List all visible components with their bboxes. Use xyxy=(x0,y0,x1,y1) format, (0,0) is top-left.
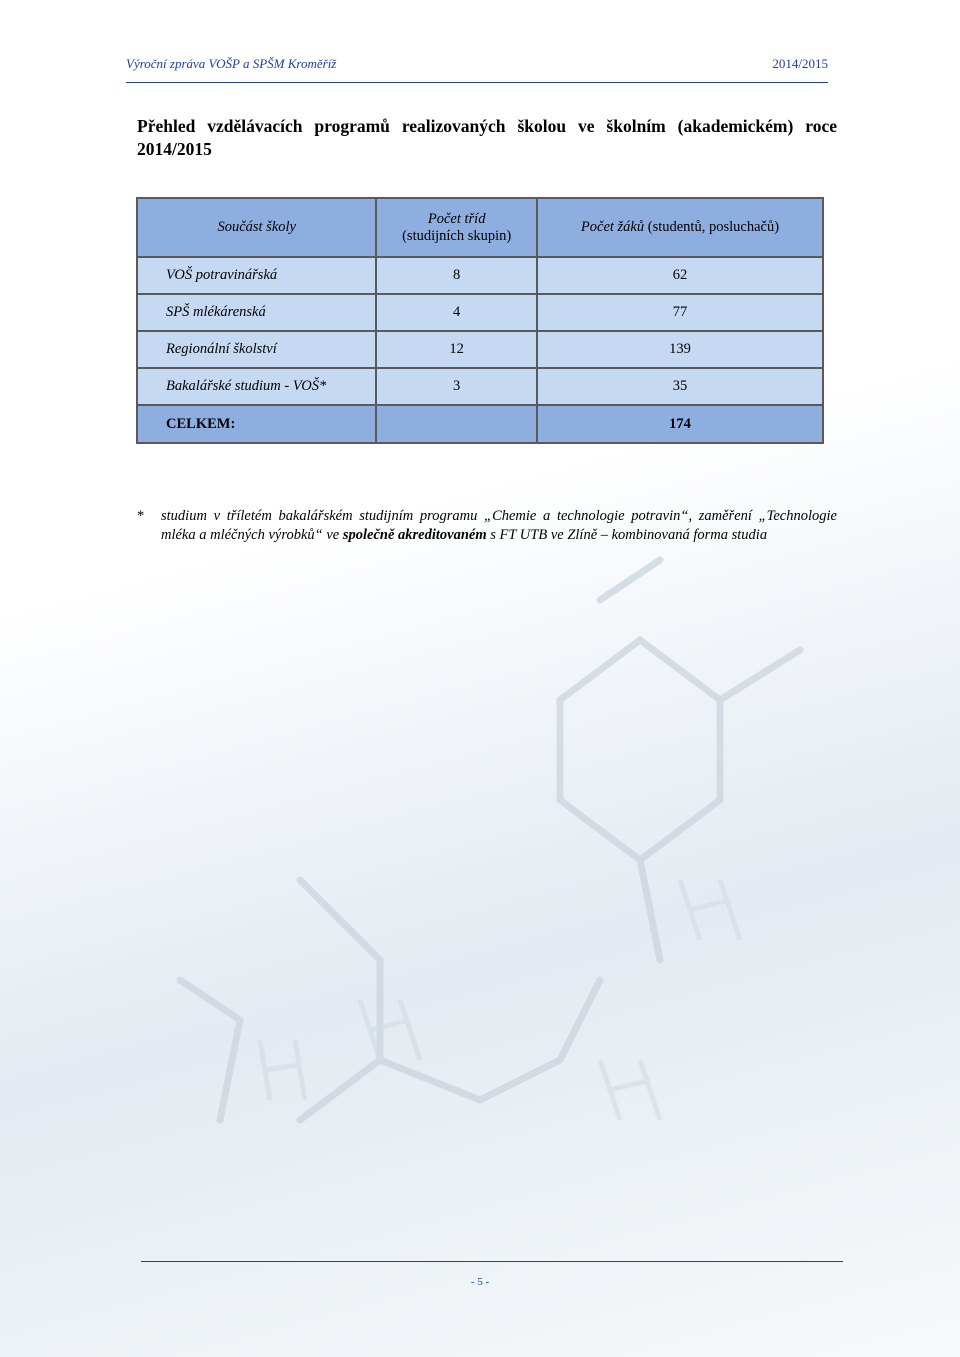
row-name: SPŠ mlékárenská xyxy=(137,294,376,331)
total-label: CELKEM: xyxy=(137,405,376,443)
row-students: 77 xyxy=(537,294,823,331)
footnote-part2: s FT UTB ve Zlíně – kombinovaná forma studia xyxy=(486,527,768,543)
table-total-row xyxy=(137,405,823,443)
row-classes: 4 xyxy=(376,294,537,331)
header-cell-school-part: Součást školy xyxy=(137,198,376,257)
total-classes xyxy=(376,405,537,443)
row-name: Bakalářské studium - VOŠ* xyxy=(137,368,376,405)
row-students: 139 xyxy=(537,331,823,368)
header-classes-line2: (studijních skupin) xyxy=(402,227,512,244)
header-year: 2014/2015 xyxy=(772,56,828,71)
header-title: Výroční zpráva VOŠP a SPŠM Kroměříž xyxy=(126,56,337,71)
table-row xyxy=(137,257,823,294)
row-name: VOŠ potravinářská xyxy=(137,257,376,294)
footnote-text xyxy=(161,507,837,545)
table-row xyxy=(137,331,823,368)
footnote-bold: společně akreditovaném xyxy=(342,527,487,543)
header-students-sub: (studentů, posluchačů) xyxy=(644,219,780,235)
row-classes: 8 xyxy=(376,257,537,294)
row-students: 62 xyxy=(537,257,823,294)
header-cell-students xyxy=(537,198,823,257)
programs-table xyxy=(136,197,824,444)
row-students: 35 xyxy=(537,368,823,405)
table-row xyxy=(137,294,823,331)
table-header-row xyxy=(137,198,823,257)
header-classes-line1: Počet tříd xyxy=(427,210,486,227)
footnote-star: * xyxy=(137,508,145,524)
row-classes: 12 xyxy=(376,331,537,368)
header-cell-classes xyxy=(376,198,537,257)
header-students-main: Počet žáků xyxy=(580,219,645,235)
footer-divider xyxy=(141,1261,843,1262)
row-name: Regionální školství xyxy=(137,331,376,368)
footnote-part1: studium v tříletém bakalářském studijním programu „Chemie a technologie potravin“, zaměření „Technologie mléka a mléčných výrobků“ ve xyxy=(161,508,837,543)
page-title: Přehled vzdělávacích programů realizovaných školou ve školním (akademickém) roce 2014/2015 xyxy=(137,116,837,159)
table-row xyxy=(137,368,823,405)
total-students: 174 xyxy=(537,405,823,443)
page-header xyxy=(126,56,828,83)
footnote xyxy=(137,507,837,545)
row-classes: 3 xyxy=(376,368,537,405)
page-number: - 5 - xyxy=(470,1276,490,1288)
